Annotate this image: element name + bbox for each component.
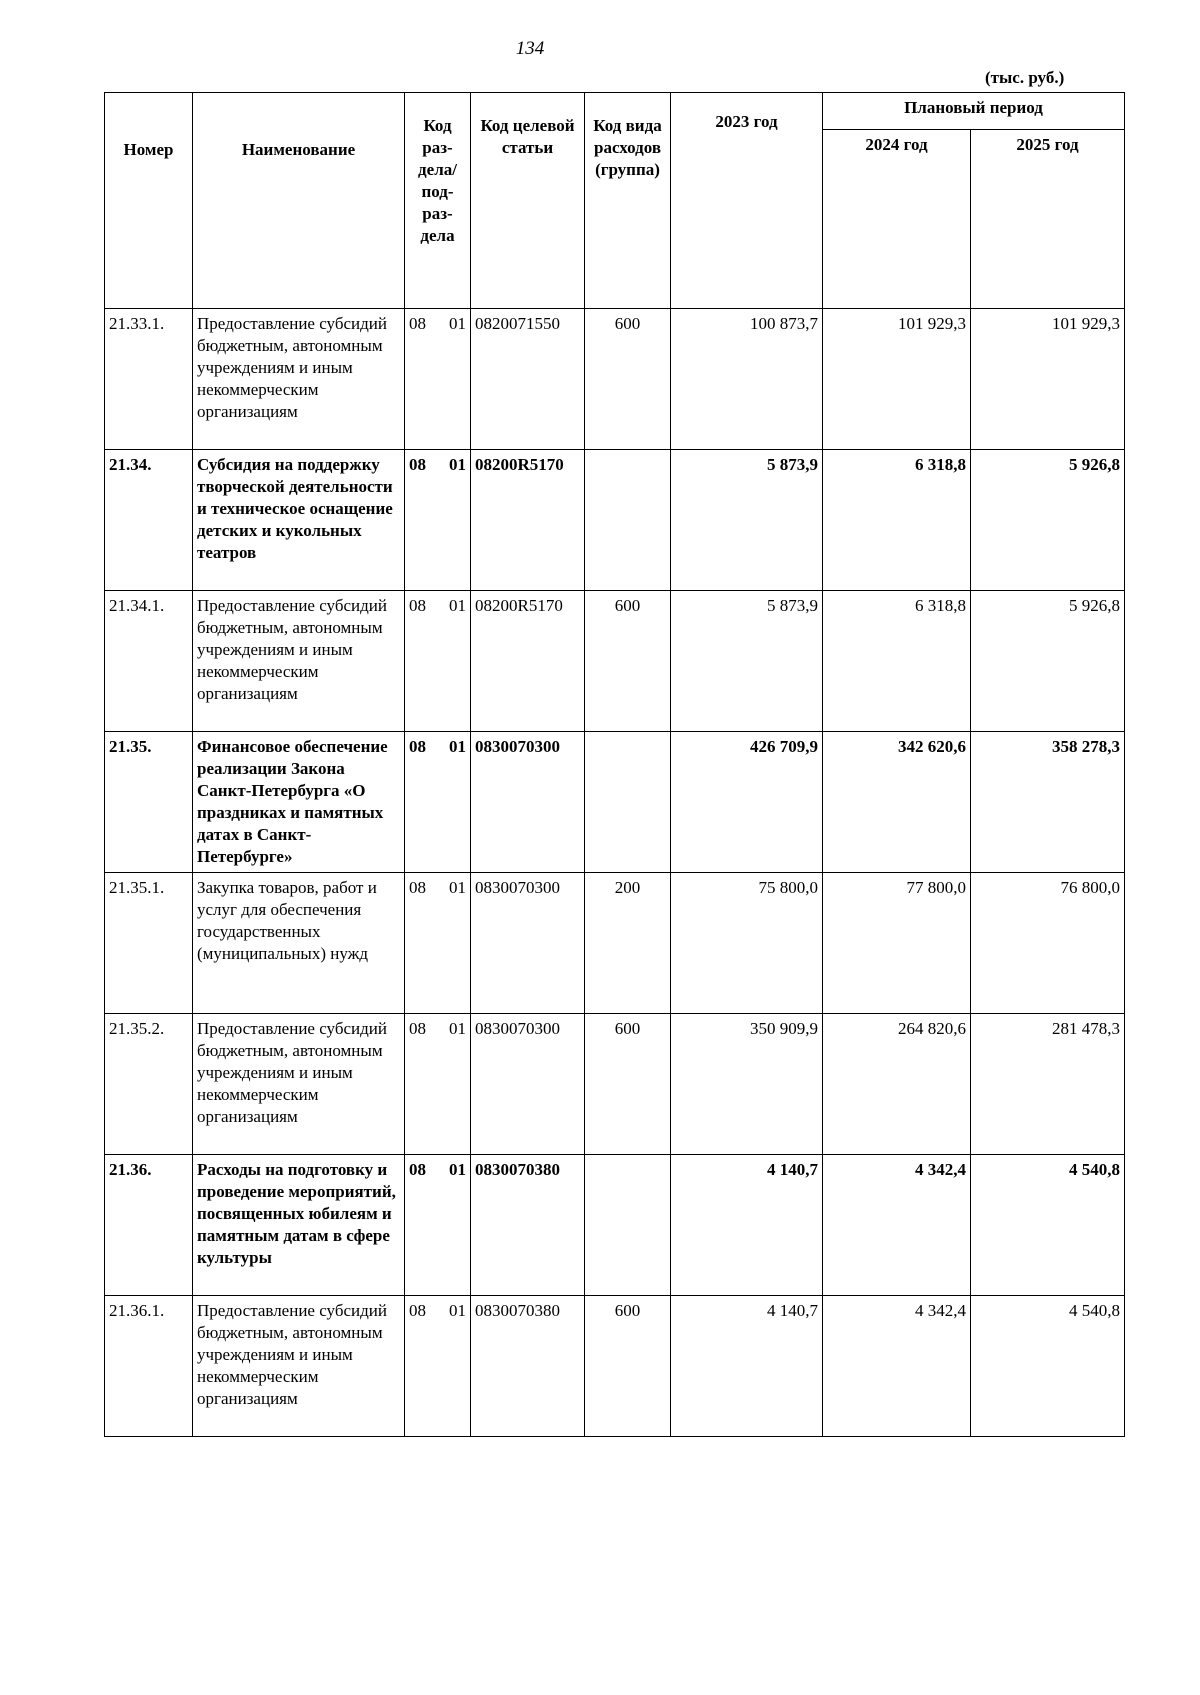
row-amount-2023: 350 909,9 — [671, 1014, 823, 1155]
row-section: 08 — [409, 455, 426, 474]
row-amount-2023: 75 800,0 — [671, 873, 823, 1014]
row-target-code: 0820071550 — [471, 309, 585, 450]
row-amount-2024: 77 800,0 — [823, 873, 971, 1014]
row-expense-code: 600 — [585, 591, 671, 732]
row-expense-code — [585, 1155, 671, 1296]
row-amount-2025: 5 926,8 — [971, 591, 1125, 732]
row-name: Предоставление субсидий бюджетным, автономным учреждениям и иным некоммерческим организациям — [193, 591, 405, 732]
row-amount-2024: 4 342,4 — [823, 1296, 971, 1437]
table-row — [105, 1296, 1125, 1437]
header-plan-period: Плановый период — [823, 93, 1125, 130]
row-expense-code: 200 — [585, 873, 671, 1014]
row-amount-2025: 4 540,8 — [971, 1155, 1125, 1296]
row-amount-2024: 6 318,8 — [823, 591, 971, 732]
table-row — [105, 1155, 1125, 1296]
table-row — [105, 1014, 1125, 1155]
row-amount-2023: 426 709,9 — [671, 732, 823, 873]
row-section-code — [405, 1014, 471, 1155]
row-subsection: 01 — [449, 1301, 466, 1320]
row-subsection: 01 — [449, 1019, 466, 1038]
row-section: 08 — [409, 1019, 426, 1038]
row-amount-2025: 281 478,3 — [971, 1014, 1125, 1155]
table-row — [105, 732, 1125, 873]
row-amount-2025: 101 929,3 — [971, 309, 1125, 450]
row-expense-code — [585, 732, 671, 873]
row-subsection: 01 — [449, 455, 466, 474]
row-expense-code — [585, 450, 671, 591]
row-target-code: 0830070300 — [471, 732, 585, 873]
table-row — [105, 309, 1125, 450]
budget-table — [104, 92, 1125, 1437]
row-subsection: 01 — [449, 1160, 466, 1179]
row-section-code — [405, 591, 471, 732]
row-subsection: 01 — [449, 314, 466, 333]
row-amount-2024: 6 318,8 — [823, 450, 971, 591]
row-number: 21.35.1. — [105, 873, 193, 1014]
header-target-code: Код целевой статьи — [471, 93, 585, 309]
row-subsection: 01 — [449, 737, 466, 756]
row-target-code: 0830070380 — [471, 1155, 585, 1296]
row-amount-2023: 4 140,7 — [671, 1296, 823, 1437]
row-name: Субсидия на поддержку творческой деятельности и техническое оснащение детских и кукольных театров — [193, 450, 405, 591]
row-number: 21.33.1. — [105, 309, 193, 450]
row-section: 08 — [409, 1301, 426, 1320]
row-expense-code: 600 — [585, 1014, 671, 1155]
row-amount-2023: 4 140,7 — [671, 1155, 823, 1296]
table-body — [105, 309, 1125, 1437]
row-section-code — [405, 1155, 471, 1296]
row-expense-code: 600 — [585, 1296, 671, 1437]
row-section-code — [405, 450, 471, 591]
header-2024: 2024 год — [823, 130, 971, 309]
row-section: 08 — [409, 878, 426, 897]
row-name: Предоставление субсидий бюджетным, автономным учреждениям и иным некоммерческим организациям — [193, 309, 405, 450]
page-number: 134 — [515, 38, 545, 59]
row-amount-2024: 4 342,4 — [823, 1155, 971, 1296]
row-section-code — [405, 732, 471, 873]
row-target-code: 0830070380 — [471, 1296, 585, 1437]
table-row — [105, 873, 1125, 1014]
header-number: Номер — [105, 93, 193, 309]
row-section: 08 — [409, 1160, 426, 1179]
row-target-code: 08200R5170 — [471, 450, 585, 591]
header-2023: 2023 год — [671, 93, 823, 309]
row-amount-2025: 358 278,3 — [971, 732, 1125, 873]
table-row — [105, 450, 1125, 591]
row-number: 21.36. — [105, 1155, 193, 1296]
row-section-code — [405, 1296, 471, 1437]
row-name: Расходы на подготовку и проведение мероприятий, посвященных юбилеям и памятным датам в сфере культуры — [193, 1155, 405, 1296]
row-name: Закупка товаров, работ и услуг для обеспечения государственных (муниципальных) нужд — [193, 873, 405, 1014]
row-target-code: 0830070300 — [471, 873, 585, 1014]
row-amount-2024: 342 620,6 — [823, 732, 971, 873]
header-section-code: Код раз-дела/ под-раз-дела — [405, 93, 471, 309]
row-target-code: 0830070300 — [471, 1014, 585, 1155]
row-section: 08 — [409, 314, 426, 333]
row-amount-2025: 76 800,0 — [971, 873, 1125, 1014]
row-target-code: 08200R5170 — [471, 591, 585, 732]
header-2025: 2025 год — [971, 130, 1125, 309]
row-amount-2025: 4 540,8 — [971, 1296, 1125, 1437]
header-expense-code: Код вида расходов (группа) — [585, 93, 671, 309]
row-subsection: 01 — [449, 596, 466, 615]
row-amount-2025: 5 926,8 — [971, 450, 1125, 591]
row-number: 21.35.2. — [105, 1014, 193, 1155]
row-name: Финансовое обеспечение реализации Закона Санкт-Петербурга «О праздниках и памятных датах в Санкт-Петербурге» — [193, 732, 405, 873]
row-expense-code: 600 — [585, 309, 671, 450]
row-subsection: 01 — [449, 878, 466, 897]
row-section: 08 — [409, 596, 426, 615]
units-label: (тыс. руб.) — [985, 68, 1065, 87]
row-amount-2023: 5 873,9 — [671, 450, 823, 591]
row-number: 21.36.1. — [105, 1296, 193, 1437]
row-amount-2024: 101 929,3 — [823, 309, 971, 450]
row-section-code — [405, 309, 471, 450]
row-amount-2023: 5 873,9 — [671, 591, 823, 732]
row-section: 08 — [409, 737, 426, 756]
row-number: 21.34.1. — [105, 591, 193, 732]
row-number: 21.34. — [105, 450, 193, 591]
row-name: Предоставление субсидий бюджетным, автономным учреждениям и иным некоммерческим организациям — [193, 1014, 405, 1155]
row-section-code — [405, 873, 471, 1014]
row-amount-2023: 100 873,7 — [671, 309, 823, 450]
header-name: Наименование — [193, 93, 405, 309]
row-name: Предоставление субсидий бюджетным, автономным учреждениям и иным некоммерческим организациям — [193, 1296, 405, 1437]
row-number: 21.35. — [105, 732, 193, 873]
row-amount-2024: 264 820,6 — [823, 1014, 971, 1155]
table-row — [105, 591, 1125, 732]
